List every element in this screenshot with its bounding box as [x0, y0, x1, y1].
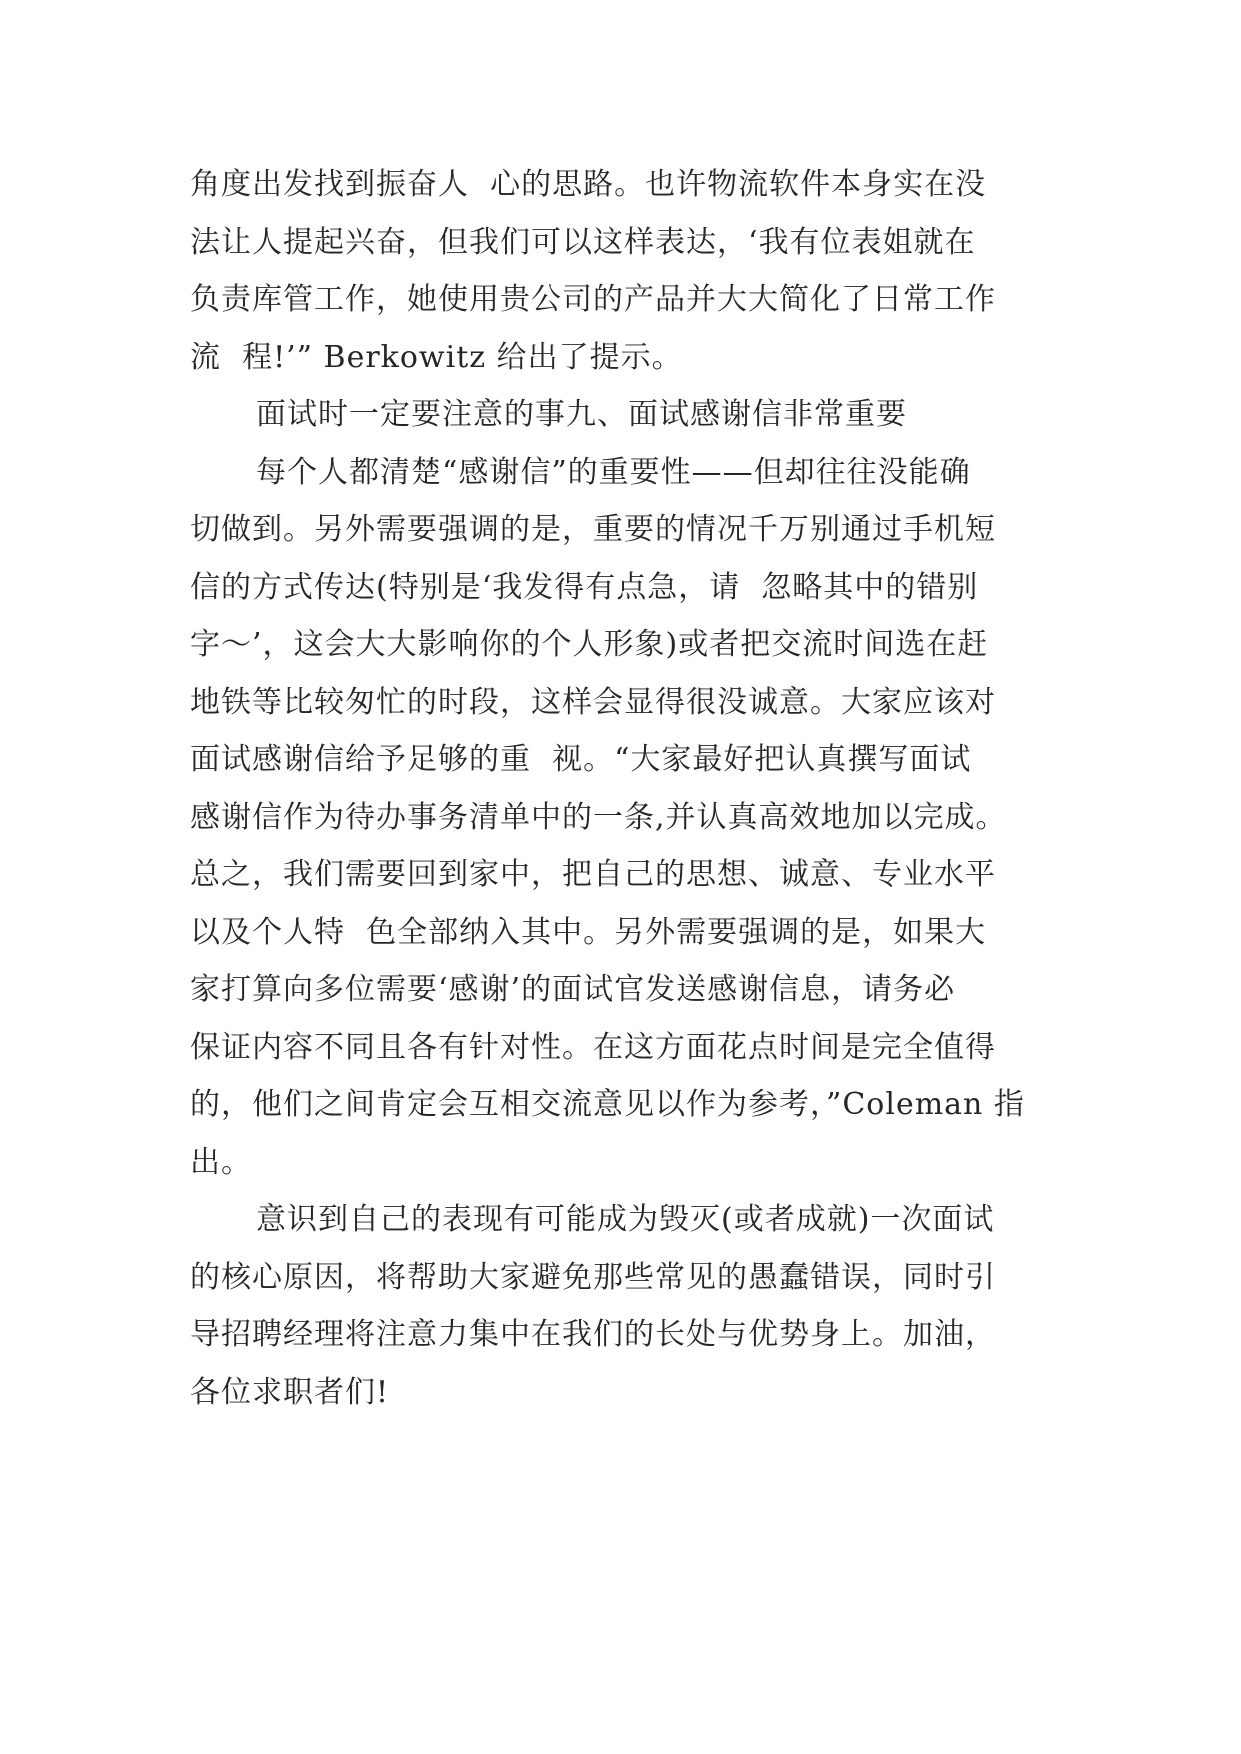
section-heading: 面试时一定要注意的事九、面试感谢信非常重要 — [256, 397, 907, 432]
text-line: 保证内容不同且各有针对性。在这方面花点时间是完全值得 — [190, 1029, 996, 1065]
text-line: 意识到自己的表现有可能成为毁灭(或者成就)一次面试 — [256, 1202, 995, 1237]
text-line: 各位求职者们! — [190, 1374, 390, 1410]
text-line: 导招聘经理将注意力集中在我们的长处与优势身上。加油， — [190, 1317, 996, 1352]
text-line: 出。 — [190, 1144, 252, 1180]
text-line: 总之，我们需要回到家中，把自己的思想、诚意、专业水平 — [190, 857, 996, 892]
text-line: 切做到。另外需要强调的是，重要的情况千万别通过手机短 — [190, 512, 996, 547]
text-line: 负责库管工作，她使用贵公司的产品并大大简化了日常工作 — [190, 282, 996, 317]
text-line: 以及个人特 色全部纳入其中。另外需要强调的是，如果大 — [190, 914, 987, 950]
text-line: 字～’，这会大大影响你的个人形象)或者把交流时间选在赶 — [190, 627, 989, 662]
document-body — [190, 156, 1070, 1421]
text-line: 每个人都清楚“感谢信”的重要性——但却往往没能确 — [256, 454, 971, 490]
text-line: 法让人提起兴奋，但我们可以这样表达，‘我有位表姐就在 — [190, 224, 976, 260]
text-line: 地铁等比较匆忙的时段，这样会显得很没诚意。大家应该对 — [190, 684, 996, 720]
text-line: 信的方式传达(特别是‘我发得有点急，请 忽略其中的错别 — [190, 569, 979, 605]
text-line: 面试感谢信给予足够的重 视。“大家最好把认真撰写面试 — [190, 742, 972, 777]
text-line: 流 程!’” Berkowitz 给出了提示。 — [190, 339, 683, 375]
text-line: 角度出发找到振奋人 心的思路。也许物流软件本身实在没 — [190, 167, 987, 202]
text-line: 感谢信作为待办事务清单中的一条,并认真高效地加以完成。 — [190, 799, 1007, 835]
text-line: 家打算向多位需要‘感谢’的面试官发送感谢信息，请务必 — [190, 972, 956, 1007]
text-line: 的核心原因，将帮助大家避免那些常见的愚蠢错误，同时引 — [190, 1259, 996, 1295]
text-line: 的，他们之间肯定会互相交流意见以作为参考，”Coleman 指 — [190, 1087, 1025, 1122]
